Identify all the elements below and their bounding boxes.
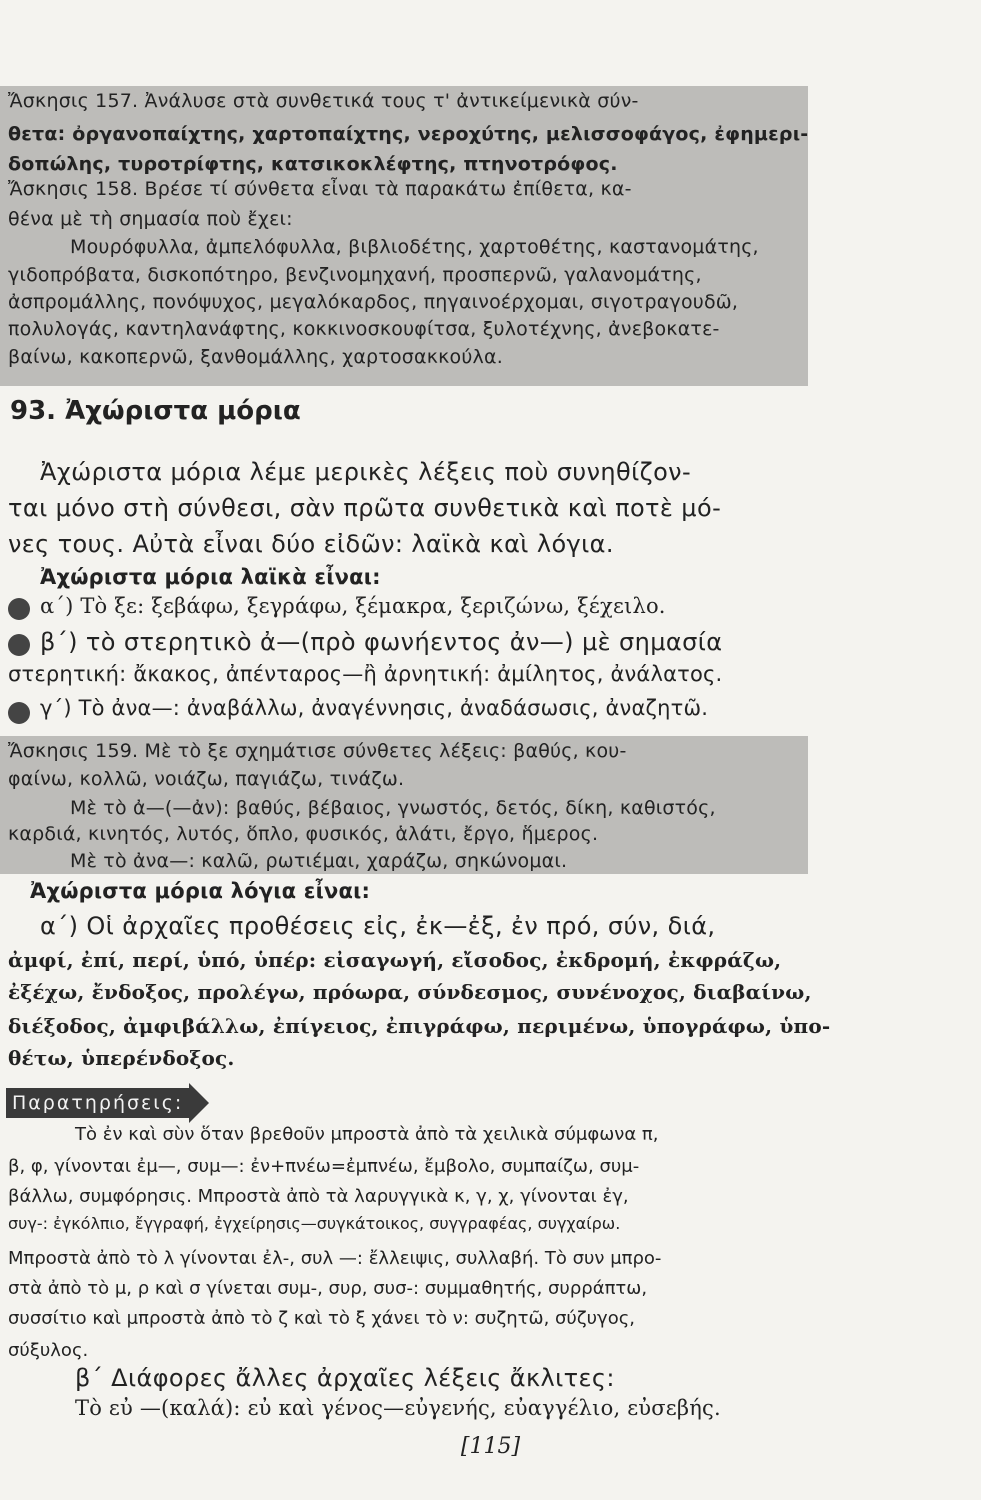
section-title: Ἀχώριστα μόρια bbox=[65, 396, 301, 426]
laika-item-beta: β΄) τὸ στερητικὸ ἀ—(πρὸ φωνήεντος ἀν—) μὲ σημασία bbox=[40, 628, 723, 656]
ex157-line-1: Ἄσκησις 157. Ἀνάλυσε στὰ συνθετικά τους τ' ἀντικείμενικὰ σύν- bbox=[8, 90, 639, 112]
bullet-gamma bbox=[8, 702, 30, 724]
observations-tag bbox=[6, 1086, 209, 1120]
logia-heading: Ἀχώριστα μόρια λόγια εἶναι: bbox=[30, 879, 371, 903]
obs-line-1: Τὸ ἐν καὶ σὺν ὅταν βρεθοῦν μπροστὰ ἀπὸ τὰ χειλικὰ σύμφωνα π, bbox=[75, 1124, 659, 1145]
obs-line-6: στὰ ἀπὸ τὸ μ, ρ καὶ σ γίνεται συμ-, συρ, συσ-: συμμαθητής, συρράπτω, bbox=[8, 1278, 648, 1299]
laika-heading: Ἀχώριστα μόρια λαϊκὰ εἶναι: bbox=[40, 565, 381, 589]
ex159-line-2: φαίνω, κολλῶ, νοιάζω, παγιάζω, τινάζω. bbox=[8, 768, 405, 790]
ex159-line-4: καρδιά, κινητός, λυτός, ὅπλο, φυσικός, ἁλάτι, ἔργο, ἥμερος. bbox=[8, 823, 599, 845]
ex158-line-2: θένα μὲ τὴ σημασία ποὺ ἔχει: bbox=[8, 208, 293, 230]
page-number: [115] bbox=[460, 1434, 521, 1459]
obs-line-8: σύξυλος. bbox=[8, 1340, 89, 1361]
arrow-right-icon bbox=[189, 1083, 209, 1123]
ex158-line-3: Μουρόφυλλα, ἀμπελόφυλλα, βιβλιοδέτης, χαρτοθέτης, καστανομάτης, bbox=[70, 236, 759, 258]
logia-line-3: ἐξέχω, ἔνδοξος, προλέγω, πρόωρα, σύνδεσμος, συνένοχος, διαβαίνω, bbox=[8, 980, 812, 1004]
ex157-line-2: θετα: ὀργανοπαίχτης, χαρτοπαίχτης, νεροχύτης, μελισσοφάγος, ἐφημερι- bbox=[8, 123, 809, 145]
obs-line-4: συγ-: ἐγκόλπιο, ἔγγραφή, ἐγχείρησις—συγκάτοικος, συγγραφέας, συγχαίρω. bbox=[8, 1214, 621, 1233]
ex157-line-3: δοπώλης, τυροτρίφτης, κατσικοκλέφτης, πτηνοτρόφος. bbox=[8, 153, 618, 175]
beta-heading: β΄ Διάφορες ἄλλες ἀρχαῖες λέξεις ἄκλιτες: bbox=[75, 1364, 615, 1392]
bullet-alpha bbox=[8, 598, 30, 620]
logia-line-2: ἀμφί, ἐπί, περί, ὑπό, ὑπέρ: εἰσαγωγή, εἴσοδος, ἐκδρομή, ἐκφράζω, bbox=[8, 948, 782, 972]
intro-line-2: ται μόνο στὴ σύνθεσι, σὰν πρῶτα συνθετικὰ καὶ ποτὲ μό- bbox=[8, 494, 722, 522]
section-number: 93. bbox=[10, 396, 57, 426]
ex158-line-7: βαίνω, κακοπερνῶ, ξανθομάλλης, χαρτοσακκούλα. bbox=[8, 346, 503, 368]
last-line: Τὸ εὐ —(καλά): εὐ καὶ γένος—εὐγενής, εὐαγγέλιο, εὐσεβής. bbox=[75, 1396, 721, 1420]
ex159-line-1: Ἄσκησις 159. Μὲ τὸ ξε σχημάτισε σύνθετες λέξεις: βαθύς, κου- bbox=[8, 740, 627, 762]
ex158-line-5: ἀσπρομάλλης, πονόψυχος, μεγαλόκαρδος, πηγαινοέρχομαι, σιγοτραγουδῶ, bbox=[8, 291, 739, 313]
ex158-line-1: Ἄσκησις 158. Βρέσε τί σύνθετα εἶναι τὰ παρακάτω ἐπίθετα, κα- bbox=[8, 178, 632, 200]
ex159-line-5: Μὲ τὸ ἀνα—: καλῶ, ρωτιέμαι, χαράζω, σηκώνομαι. bbox=[70, 850, 568, 872]
intro-line-3: νες τους. Αὐτὰ εἶναι δύο εἰδῶν: λαϊκὰ καὶ λόγια. bbox=[8, 530, 614, 558]
obs-line-3: βάλλω, συμφόρησις. Μπροστὰ ἀπὸ τὰ λαρυγγικὰ κ, γ, χ, γίνονται ἐγ, bbox=[8, 1186, 629, 1207]
section-heading bbox=[10, 396, 301, 426]
logia-line-1: α΄) Οἱ ἀρχαῖες προθέσεις εἰς, ἐκ—ἐξ, ἐν πρό, σύν, διά, bbox=[40, 912, 716, 940]
obs-line-7: συσσίτιο καὶ μπροστὰ ἀπὸ τὸ ζ καὶ τὸ ξ χάνει τὸ ν: συζητῶ, σύζυγος, bbox=[8, 1308, 636, 1329]
ex159-line-3: Μὲ τὸ ἀ—(—ἀν): βαθύς, βέβαιος, γνωστός, δετός, δίκη, καθιστός, bbox=[70, 797, 716, 819]
laika-item-alpha: α΄) Τὸ ξε: ξεβάφω, ξεγράφω, ξέμακρα, ξεριζώνω, ξέχειλο. bbox=[40, 594, 666, 618]
intro-line-1: Ἀχώριστα μόρια λέμε μερικὲς λέξεις ποὺ συνηθίζον- bbox=[40, 458, 692, 486]
obs-line-5: Μπροστὰ ἀπὸ τὸ λ γίνονται ἐλ-, συλ —: ἔλλειψις, συλλαβή. Τὸ συν μπρο- bbox=[8, 1248, 662, 1269]
observations-label: Παρατηρήσεις: bbox=[6, 1088, 189, 1118]
bullet-beta bbox=[8, 634, 30, 656]
ex158-line-4: γιδοπρόβατα, δισκοπότηρο, βενζινομηχανή, προσπερνῶ, γαλανομάτης, bbox=[8, 264, 702, 286]
laika-item-beta-cont: στερητική: ἄκακος, ἀπένταρος—ἢ ἀρνητική: ἀμίλητος, ἀνάλατος. bbox=[8, 662, 723, 686]
ex158-line-6: πολυλογάς, καντηλανάφτης, κοκκινοσκουφίτσα, ξυλοτέχνης, ἀνεβοκατε- bbox=[8, 318, 720, 340]
logia-line-4: διέξοδος, ἀμφιβάλλω, ἐπίγειος, ἐπιγράφω, περιμένω, ὑπογράφω, ὑπο- bbox=[8, 1014, 831, 1038]
obs-line-2: β, φ, γίνονται ἐμ—, συμ—: ἐν+πνέω=ἐμπνέω, ἔμβολο, συμπαίζω, συμ- bbox=[8, 1156, 640, 1177]
laika-item-gamma: γ΄) Τὸ ἀνα—: ἀναβάλλω, ἀναγέννησις, ἀναδάσωσις, ἀναζητῶ. bbox=[40, 696, 709, 720]
logia-line-5: θέτω, ὑπερένδοξος. bbox=[8, 1046, 235, 1070]
